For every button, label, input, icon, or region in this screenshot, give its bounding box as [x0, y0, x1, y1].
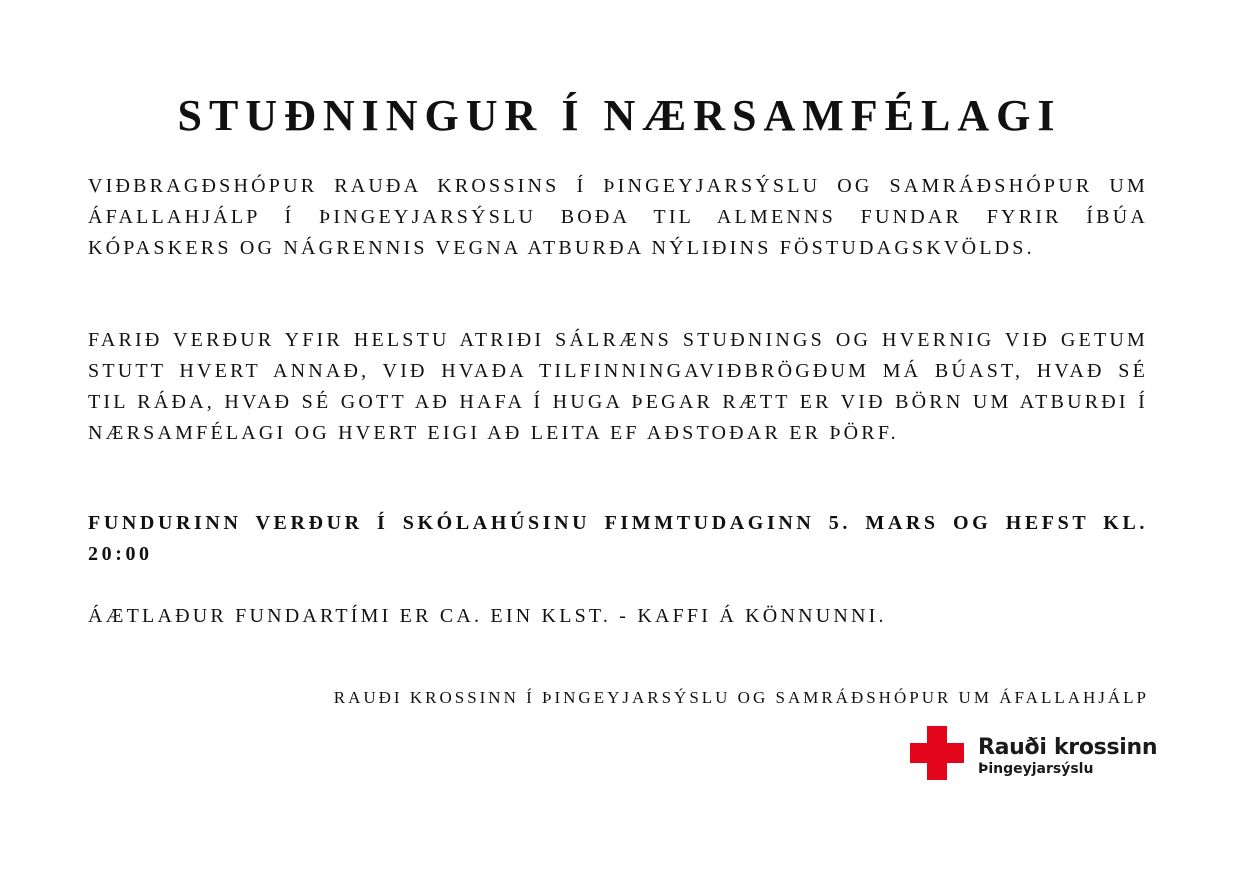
red-cross-logo [910, 726, 1158, 782]
signature-line: RAUÐI KROSSINN Í ÞINGEYJARSÝSLU OG SAMRÁÐSHÓPUR UM ÁFALLAHJÁLP [333, 688, 1149, 707]
red-cross-icon [910, 726, 964, 780]
agenda-paragraph: FARIÐ VERÐUR YFIR HELSTU ATRIÐI SÁLRÆNS STUÐNINGS OG HVERNIG VIÐ GETUM STUTT HVERT ANNAÐ, VIÐ HVAÐA TILFINNINGAVIÐBRÖGÐUM MÁ BÚAST, HVAÐ SÉ TIL RÁÐA, HVAÐ SÉ GOTT AÐ HAFA Í HUGA ÞEGAR RÆTT ER VIÐ BÖRN UM ATBURÐI Í NÆRSAMFÉLAGI OG HVERT EIGI AÐ LEITA EF AÐSTOÐAR ER ÞÖRF. [88, 329, 1148, 444]
logo-wordmark [978, 736, 1157, 778]
logo-region: Þingeyjarsýslu [978, 761, 1094, 777]
duration-paragraph: ÁÆTLAÐUR FUNDARTÍMI ER CA. EIN KLST. - KAFFI Á KÖNNUNNI. [88, 605, 887, 627]
page-title: STUÐNINGUR Í NÆRSAMFÉLAGI [177, 91, 1062, 140]
logo-name: Rauði krossinn [978, 735, 1158, 760]
intro-paragraph: VIÐBRAGÐSHÓPUR RAUÐA KROSSINS Í ÞINGEYJARSÝSLU OG SAMRÁÐSHÓPUR UM ÁFALLAHJÁLP Í ÞINGEYJARSÝSLU BOÐA TIL ALMENNS FUNDAR FYRIR ÍBÚA KÓPASKERS OG NÁGRENNIS VEGNA ATBURÐA NÝLIÐINS FÖSTUDAGSKVÖLDS. [88, 175, 1148, 259]
meeting-time-paragraph: FUNDURINN VERÐUR Í SKÓLAHÚSINU FIMMTUDAGINN 5. MARS OG HEFST KL. 20:00 [88, 512, 1148, 565]
